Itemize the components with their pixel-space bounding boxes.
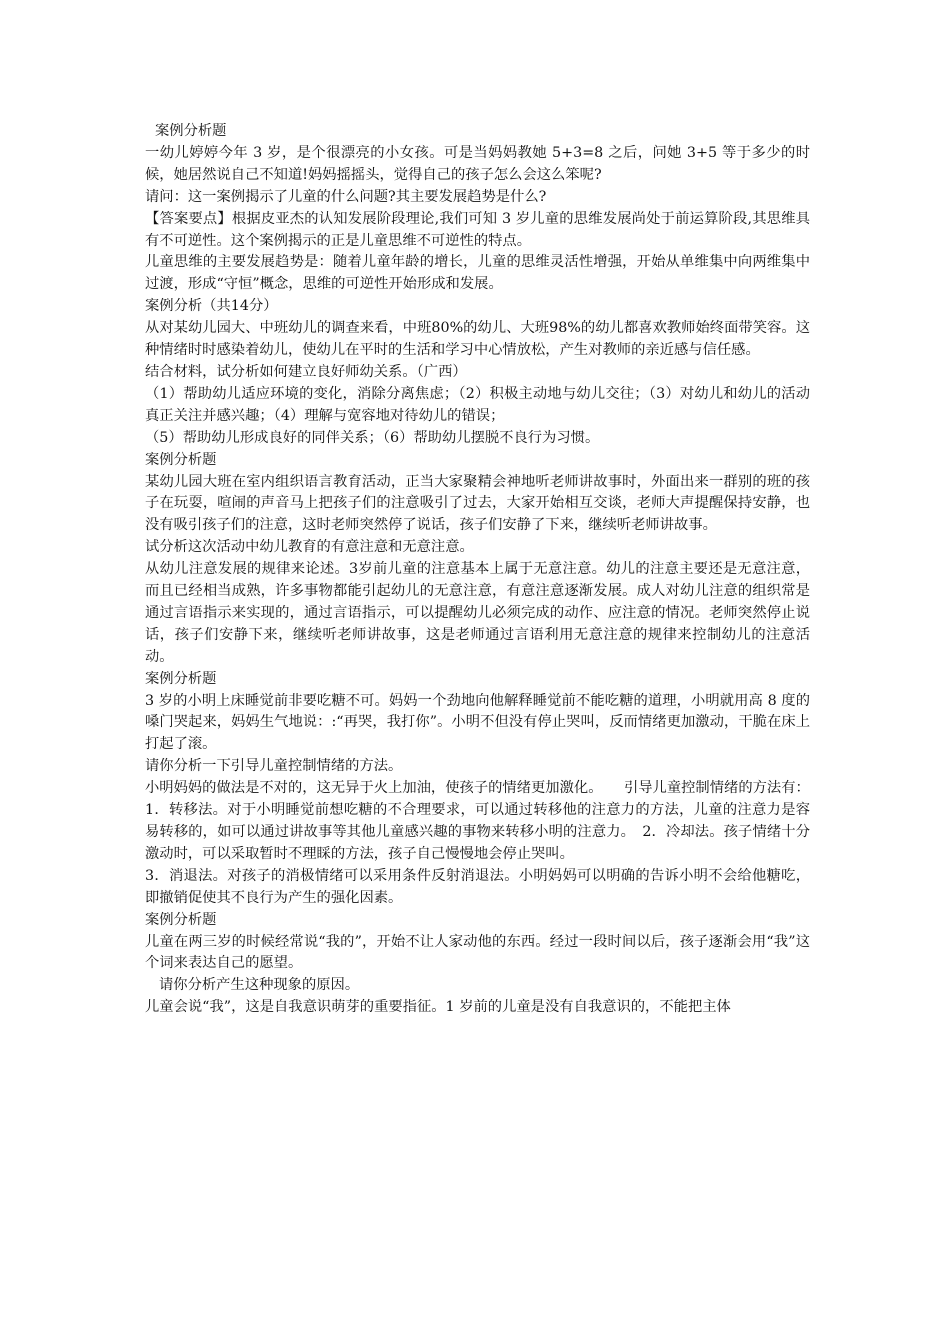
case-text: 一幼儿婷婷今年 3 岁，是个很漂亮的小女孩。可是当妈妈教她 5+3=8 之后，问她 3+5 等于多少的时候，她居然说自己不知道!妈妈摇摇头，觉得自己的孩子怎么会这么笨呢?	[145, 144, 810, 183]
case-text: 从对某幼儿园大、中班幼儿的调查来看，中班80%的幼儿、大班98%的幼儿都喜欢教师始终面带笑容。这种情绪时时感染着幼儿，使幼儿在平时的生活和学习中心情放松，产生对教师的亲近感与信任感。	[145, 320, 810, 359]
question: 试分析这次活动中幼儿教育的有意注意和无意注意。	[145, 539, 474, 556]
answer-text: 小明妈妈的做法是不对的，这无异于火上加油，使孩子的情绪更加激化。 引导儿童控制情绪的方法有：	[145, 780, 810, 797]
question: 结合材料，试分析如何建立良好师幼关系。（广西）	[145, 363, 467, 380]
case-text: 儿童在两三岁的时候经常说“我的”，开始不让人家动他的东西。经过一段时间以后，孩子逐渐会用“我”这个词来表达自己的愿望。	[145, 933, 810, 972]
question: 请你分析产生这种现象的原因。	[159, 977, 360, 994]
document-body	[145, 121, 810, 1019]
section-heading: 案例分析（共14分）	[145, 298, 278, 315]
section-heading: 案例分析题	[145, 670, 217, 687]
question: 请问：这一案例揭示了儿童的什么问题?其主要发展趋势是什么?	[145, 188, 547, 205]
case-text: 3 岁的小明上床睡觉前非要吃糖不可。妈妈一个劲地向他解释睡觉前不能吃糖的道理，小明就用高 8 度的嗓门哭起来，妈妈生气地说：:“再哭，我打你”。小明不但没有停止哭叫，反而情绪更加激动，干脆在床上打起了滚。	[145, 692, 810, 753]
answer-text: 儿童会说“我”，这是自我意识萌芽的重要指征。1 岁前的儿童是没有自我意识的，不能把主体	[145, 999, 731, 1016]
question: 请你分析一下引导儿童控制情绪的方法。	[145, 758, 403, 775]
answer-text: 1．转移法。对于小明睡觉前想吃糖的不合理要求，可以通过转移他的注意力的方法，儿童的注意力是容易转移的，如可以通过讲故事等其他儿童感兴趣的事物来转移小明的注意力。 2．冷却法。孩子情绪十分激动时，可以采取暂时不理睬的方法，孩子自己慢慢地会停止哭叫。	[145, 802, 810, 862]
section-heading: 案例分析题	[145, 451, 217, 468]
answer-key-points: 【答案要点】根据皮亚杰的认知发展阶段理论,我们可知 3 岁儿童的思维发展尚处于前运算阶段,其思维具有不可逆性。这个案例揭示的正是儿童思维不可逆性的特点。	[145, 210, 810, 249]
section-heading: 案例分析题	[145, 911, 217, 928]
section-heading: 案例分析题	[155, 123, 227, 139]
answer-text: （1）帮助幼儿适应环境的变化，消除分离焦虑；（2）积极主动地与幼儿交往；（3）对幼儿和幼儿的活动真正关注并感兴趣；（4）理解与宽容地对待幼儿的错误；	[145, 385, 810, 424]
case-text: 某幼儿园大班在室内组织语言教育活动，正当大家聚精会神地听老师讲故事时，外面出来一群别的班的孩子在玩耍，喧闹的声音马上把孩子们的注意吸引了过去，大家开始相互交谈，老师大声提醒保持安静，也没有吸引孩子们的注意，这时老师突然停了说话，孩子们安静了下来，继续听老师讲故事。	[145, 473, 810, 534]
answer-text: （5）帮助幼儿形成良好的同伴关系；（6）帮助幼儿摆脱不良行为习惯。	[145, 429, 600, 446]
answer-text: 儿童思维的主要发展趋势是：随着儿童年龄的增长，儿童的思维灵活性增强，开始从单维集中向两维集中过渡，形成“守恒”概念，思维的可逆性开始形成和发展。	[145, 254, 810, 293]
answer-text: 3．消退法。对孩子的消极情绪可以采用条件反射消退法。小明妈妈可以明确的告诉小明不会给他糖吃，即撤销促使其不良行为产生的强化因素。	[145, 867, 810, 906]
answer-text: 从幼儿注意发展的规律来论述。3岁前儿童的注意基本上属于无意注意。幼儿的注意主要还是无意注意，而且已经相当成熟，许多事物都能引起幼儿的无意注意，有意注意逐渐发展。成人对幼儿注意的组织常是通过言语指示来实现的，通过言语指示，可以提醒幼儿必须完成的动作、应注意的情况。老师突然停止说话，孩子们安静下来，继续听老师讲故事，这是老师通过言语利用无意注意的规律来控制幼儿的注意活动。	[145, 561, 810, 665]
